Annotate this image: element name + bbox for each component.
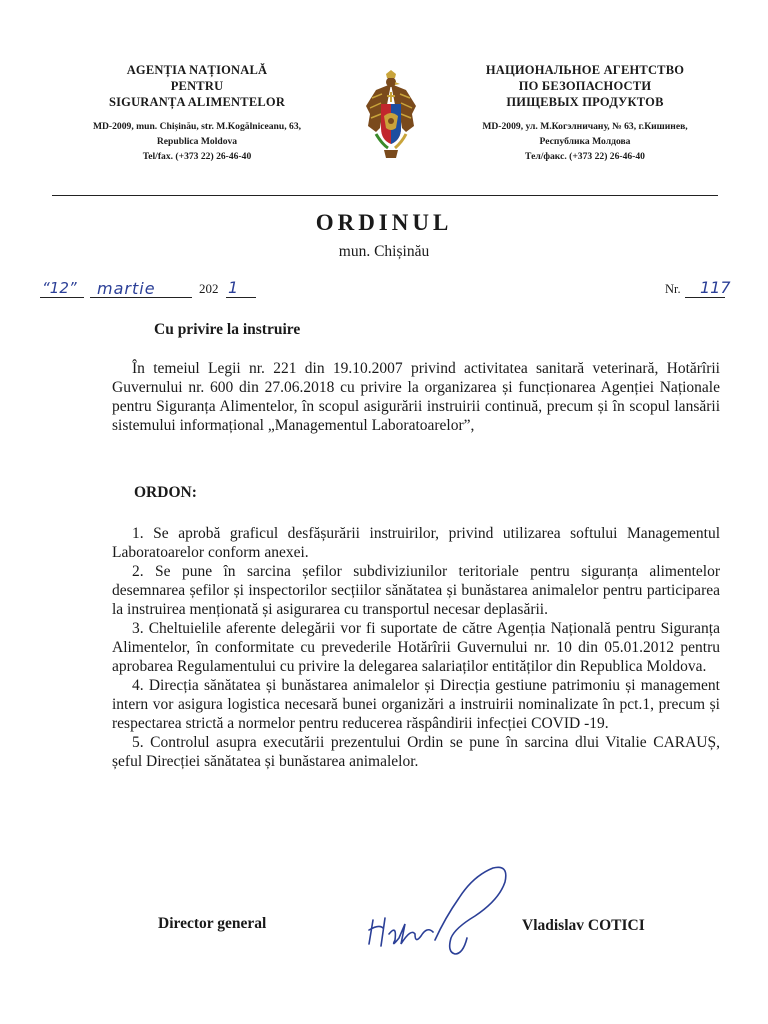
document-number: 117 <box>700 278 731 297</box>
order-point-5: 5. Controlul asupra executării prezentului Ordin se pune în sarcina dlui Vitalie CARAUȘ, șeful Direcției sănătatea și bunăstarea animalelor. <box>112 734 720 770</box>
header-divider <box>52 195 718 196</box>
date-month-underline <box>90 297 192 298</box>
date-day: “12” <box>42 279 77 297</box>
header-romanian <box>52 62 342 164</box>
agency-name-ru-line2: ПО БЕЗОПАСНОСТИ <box>518 79 652 93</box>
agency-address <box>52 119 342 164</box>
address-line1: MD-2009, mun. Chișinău, str. M.Kogălniceanu, 63, <box>92 121 302 132</box>
header-russian <box>440 62 730 164</box>
handwritten-signature-icon <box>355 858 525 958</box>
agency-name-ru-line3: ПИЩЕВЫХ ПРОДУКТОВ <box>506 95 664 109</box>
document-title: ORDINUL <box>315 210 453 235</box>
address-ru-phone: Тел/факс. (+373 22) 26-46-40 <box>525 151 645 162</box>
number-label: Nr. <box>665 282 681 296</box>
signatory-role: Director general <box>158 915 267 932</box>
signatory-name: Vladislav COTICI <box>522 917 645 934</box>
order-points <box>112 524 720 771</box>
address-ru-line2: Республика Молдова <box>539 136 631 147</box>
ordon-label: ORDON: <box>134 484 197 501</box>
order-point-1: 1. Se aprobă graficul desfășurării instruirilor, privind utilizarea softului Managementul Laboratoarelor conform anexei. <box>112 525 720 561</box>
date-year-suffix: 1 <box>228 278 239 297</box>
date-year-prefix: 202 <box>199 281 219 296</box>
agency-name-ru-line1: НАЦИОНАЛЬНОЕ АГЕНТСТВО <box>485 63 685 77</box>
date-year-underline <box>226 297 256 298</box>
date-month: martie <box>97 279 156 298</box>
address-ru-line1: MD-2009, ул. М.Когэлничану, № 63, г.Кишинев, <box>482 121 688 132</box>
document-subject: Cu privire la instruire <box>154 321 301 338</box>
agency-name-line3: SIGURANȚA ALIMENTELOR <box>108 95 286 109</box>
order-point-4: 4. Direcția sănătatea și bunăstarea animalelor și Direcția gestiune patrimoniu și management intern vor asigura logistica necesară bunei organizări a instruirii nominalizate în pct.1, precum și respectarea strictă a normelor pentru reducerea răspândirii infecției COVID -19. <box>112 677 720 732</box>
address-line2: Republica Moldova <box>156 136 238 147</box>
number-underline <box>685 297 725 298</box>
agency-address-ru <box>440 119 730 164</box>
order-point-2: 2. Se pune în sarcina șefilor subdiviziunilor teritoriale pentru siguranța alimentelor desemnarea șefilor și inspectorilor secțiilor sănătatea și bunăstarea animalelor pentru participarea la instruirea menționată și asigurarea cu transportul necesar deplasării. <box>112 563 720 618</box>
agency-name-line1: AGENȚIA NAȚIONALĂ <box>126 63 268 77</box>
address-phone: Tel/fax. (+373 22) 26-46-40 <box>142 151 252 162</box>
document-city: mun. Chișinău <box>338 243 430 260</box>
agency-name-line2: PENTRU <box>170 79 224 93</box>
order-point-3: 3. Cheltuielile aferente delegării vor fi suportate de către Agenția Națională pentru Siguranța Alimentelor, în conformitate cu prevederile Hotărîrii Guvernului nr. 10 din 05.01.2012 pentru aprobarea Regulamentului cu privire la delegarea salariaților entităților din Republica Moldova. <box>112 620 720 675</box>
date-day-underline <box>40 297 84 298</box>
preamble-paragraph: În temeiul Legii nr. 221 din 19.10.2007 privind activitatea sanitară veterinară, Hotărîrii Guvernului nr. 600 din 27.06.2018 cu privire la organizarea și funcționarea Agenției Naționale pentru Siguranța Alimentelor, în scopul asigurării instruirii continuă, precum și în scopul lansării sistemului informațional „Managementul Laboratoarelor”, <box>112 360 720 434</box>
moldova-coat-of-arms-icon <box>362 70 420 162</box>
